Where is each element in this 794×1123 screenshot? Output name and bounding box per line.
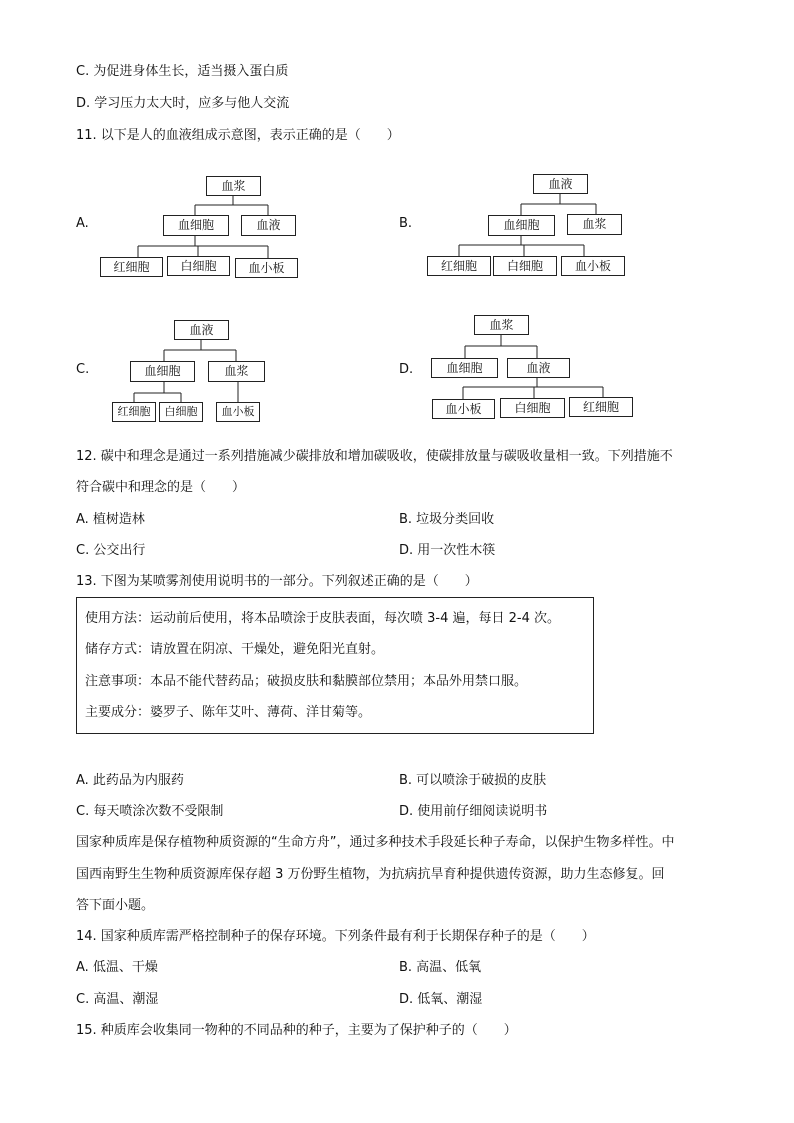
q11-c-leaf2-box: 白细胞 [159, 402, 203, 422]
instruction-ingredients: 主要成分：婆罗子、陈年艾叶、薄荷、洋甘菊等。 [85, 705, 372, 720]
q11-a-root-box: 血浆 [206, 176, 261, 196]
q14-option-c: C. 高温、潮湿 [76, 992, 159, 1007]
q11-d-root-box: 血浆 [474, 315, 529, 335]
q11-d-leaf1-box: 血小板 [432, 399, 495, 419]
q11-b-leaf2-box: 白细胞 [493, 256, 557, 276]
passage-line1: 国家种质库是保存植物种质资源的“生命方舟”，通过多种技术手段延长种子寿命，以保护生物多样性。中 [76, 835, 675, 850]
passage-line3: 答下面小题。 [76, 898, 155, 913]
passage-line2: 国西南野生生物种质资源库保存超 3 万份野生植物，为抗病抗旱育种提供遗传资源，助力生态修复。回 [76, 867, 665, 882]
q14-stem: 14. 国家种质库需严格控制种子的保存环境。下列条件最有利于长期保存种子的是（ ） [76, 929, 595, 944]
q11-b-leaf1-box: 红细胞 [427, 256, 491, 276]
instruction-storage: 储存方式：请放置在阴凉、干燥处，避免阳光直射。 [85, 642, 385, 657]
q14-option-a: A. 低温、干燥 [76, 960, 158, 975]
q11-option-b-label: B. [399, 216, 413, 231]
instruction-usage: 使用方法：运动前后使用，将本品喷涂于皮肤表面，每次喷 3-4 遍，每日 2-4 次。 [85, 611, 560, 626]
q12-option-b: B. 垃圾分类回收 [399, 512, 495, 527]
q11-b-mid-right-box: 血浆 [567, 214, 622, 235]
q11-b-mid-left-box: 血细胞 [488, 215, 555, 236]
q11-a-mid-right-box: 血液 [241, 215, 296, 236]
q14-option-d: D. 低氧、潮湿 [399, 992, 483, 1007]
q11-c-root-box: 血液 [174, 320, 229, 340]
q11-a-mid-left-box: 血细胞 [163, 215, 229, 236]
q11-c-mid-left-box: 血细胞 [130, 361, 195, 382]
q13-option-b: B. 可以喷涂于破损的皮肤 [399, 773, 547, 788]
q12-option-a: A. 植树造林 [76, 512, 145, 527]
q13-stem: 13. 下图为某喷雾剂使用说明书的一部分。下列叙述正确的是（ ） [76, 574, 478, 589]
q11-d-mid-right-box: 血液 [507, 358, 570, 378]
q11-option-a-label: A. [76, 216, 89, 231]
q13-option-d: D. 使用前仔细阅读说明书 [399, 804, 548, 819]
q12-stem-line2: 符合碳中和理念的是（ ） [76, 480, 246, 495]
q11-a-leaf3-box: 血小板 [235, 258, 298, 278]
q11-option-d-label: D. [399, 362, 414, 377]
q14-option-b: B. 高温、低氧 [399, 960, 482, 975]
q11-d-leaf2-box: 白细胞 [500, 398, 565, 418]
q11-c-mid-right-box: 血浆 [208, 361, 265, 382]
q10-option-d: D. 学习压力太大时，应多与他人交流 [76, 96, 290, 111]
q11-b-root-box: 血液 [533, 174, 588, 194]
q10-option-c: C. 为促进身体生长，适当摄入蛋白质 [76, 64, 289, 79]
q13-instruction-box [76, 597, 594, 734]
q11-stem: 11. 以下是人的血液组成示意图，表示正确的是（ ） [76, 128, 400, 143]
q13-option-c: C. 每天喷涂次数不受限制 [76, 804, 224, 819]
q11-option-c-label: C. [76, 362, 90, 377]
q11-c-leaf3-box: 血小板 [216, 402, 260, 422]
q11-b-leaf3-box: 血小板 [561, 256, 625, 276]
q12-option-d: D. 用一次性木筷 [399, 543, 496, 558]
q11-d-leaf3-box: 红细胞 [569, 397, 633, 417]
q13-option-a: A. 此药品为内服药 [76, 773, 184, 788]
q11-c-leaf1-box: 红细胞 [112, 402, 156, 422]
q15-stem: 15. 种质库会收集同一物种的不同品种的种子，主要为了保护种子的（ ） [76, 1023, 517, 1038]
q12-option-c: C. 公交出行 [76, 543, 146, 558]
q11-d-mid-left-box: 血细胞 [431, 358, 498, 378]
q11-a-leaf2-box: 白细胞 [167, 256, 230, 276]
q12-stem-line1: 12. 碳中和理念是通过一系列措施减少碳排放和增加碳吸收，使碳排放量与碳吸收量相一致。下列措施不 [76, 449, 673, 464]
instruction-cautions: 注意事项：本品不能代替药品；破损皮肤和黏膜部位禁用；本品外用禁口服。 [85, 674, 528, 689]
q11-a-leaf1-box: 红细胞 [100, 257, 163, 277]
